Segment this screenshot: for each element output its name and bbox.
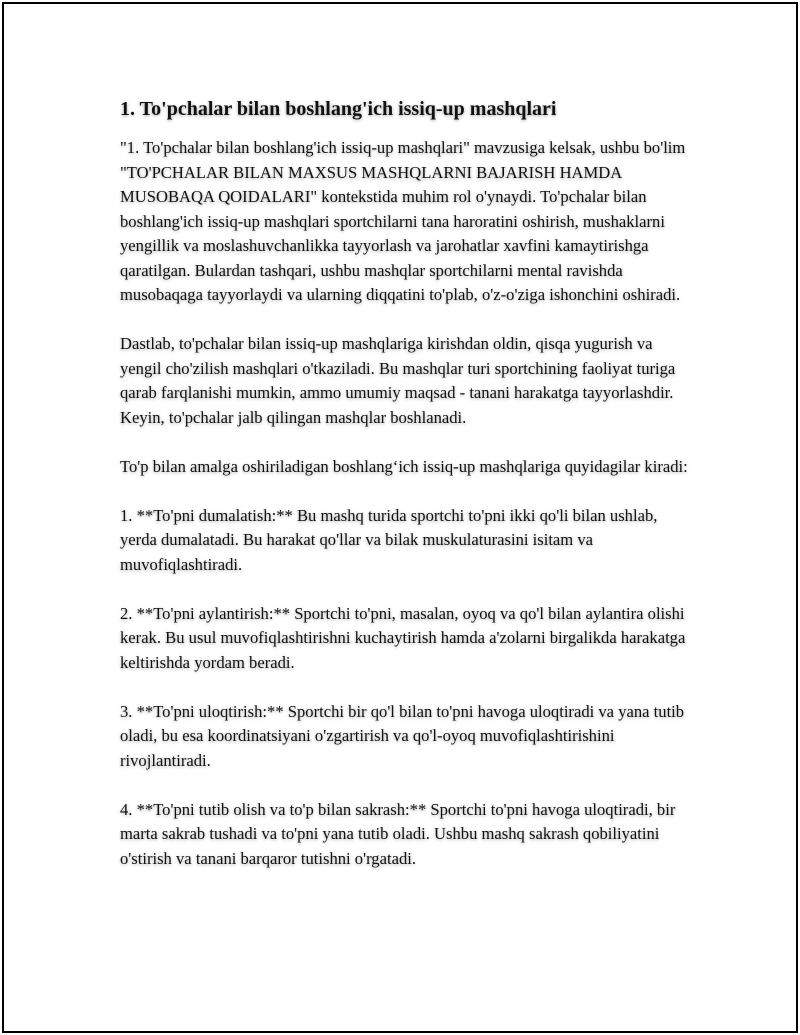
document-content <box>120 96 690 871</box>
list-item-throwing: 3. **To'pni uloqtirish:** Sportchi bir qo'l bilan to'pni havoga uloqtiradi va yana tutib oladi, bu esa koordinatsiyani o'zgartirish va qo'l-oyoq muvofiqlashtirishini rivojlantiradi. <box>120 701 685 770</box>
paragraph-gap <box>120 675 690 700</box>
paragraph-intro: "1. To'pchalar bilan boshlang'ich issiq-up mashqlari" mavzusiga kelsak, ushbu bo'lim "TO'PCHALAR BILAN MAXSUS MASHQLARNI BAJARISH HAMDA MUSOBAQA QOIDALARI" kontekstida muhim rol o'ynaydi. To'pchalar bilan boshlang'ich issiq-up mashqlari sportchilarni tana haroratini oshirish, mushaklarni yengillik va moslashuvchanlikka tayyorlash va jarohatlar xavfini kamaytirishga qaratilgan. Bulardan tashqari, ushbu mashqlar sportchilarni mental ravishda musobaqaga tayyorlaydi va ularning diqqatini to'plab, o'z-o'ziga ishonchini oshiradi. <box>120 138 686 304</box>
paragraph-gap <box>120 430 690 455</box>
paragraph-preparation: Dastlab, to'pchalar bilan issiq-up mashqlariga kirishdan oldin, qisqa yugurish va yengil cho'zilish mashqlari o'tkaziladi. Bu mashqlar turi sportchining faoliyat turiga qarab farqlanishi mumkin, ammo umumiy maqsad - tanani harakatga tayyorlashdir. Keyin, to'pchalar jalb qilingan mashqlar boshlanadi. <box>120 334 676 427</box>
list-item-catching-jumping: 4. **To'pni tutib olish va to'p bilan sakrash:** Sportchi to'pni havoga uloqtiradi, bir marta sakrab tushadi va to'pni yana tutib oladi. Ushbu mashq sakrash qobiliyatini o'stirish va tanani barqaror tutishni o'rgatadi. <box>120 799 676 868</box>
list-item-rotating: 2. **To'pni aylantirish:** Sportchi to'pni, masalan, oyoq va qo'l bilan aylantira olishi kerak. Bu usul muvofiqlashtirishni kuchaytirish hamda a'zolarni birgalikda harakatga keltirishda yordam beradi. <box>120 603 686 672</box>
paragraph-list-intro: To'p bilan amalga oshiriladigan boshlang‘ich issiq-up mashqlariga quyidagilar kiradi: <box>120 456 688 476</box>
paragraph-gap <box>120 773 690 798</box>
paragraph-gap <box>120 308 690 333</box>
paragraph-gap <box>120 479 690 504</box>
document-page <box>2 2 798 1033</box>
list-item-rolling: 1. **To'pni dumalatish:** Bu mashq turida sportchi to'pni ikki qo'li bilan ushlab, yerda dumalatadi. Bu harakat qo'llar va bilak muskulaturasini isitam va muvofiqlashtiradi. <box>120 505 658 574</box>
document-title: 1. To'pchalar bilan boshlang'ich issiq-up mashqlari <box>120 98 557 120</box>
paragraph-gap <box>120 577 690 602</box>
